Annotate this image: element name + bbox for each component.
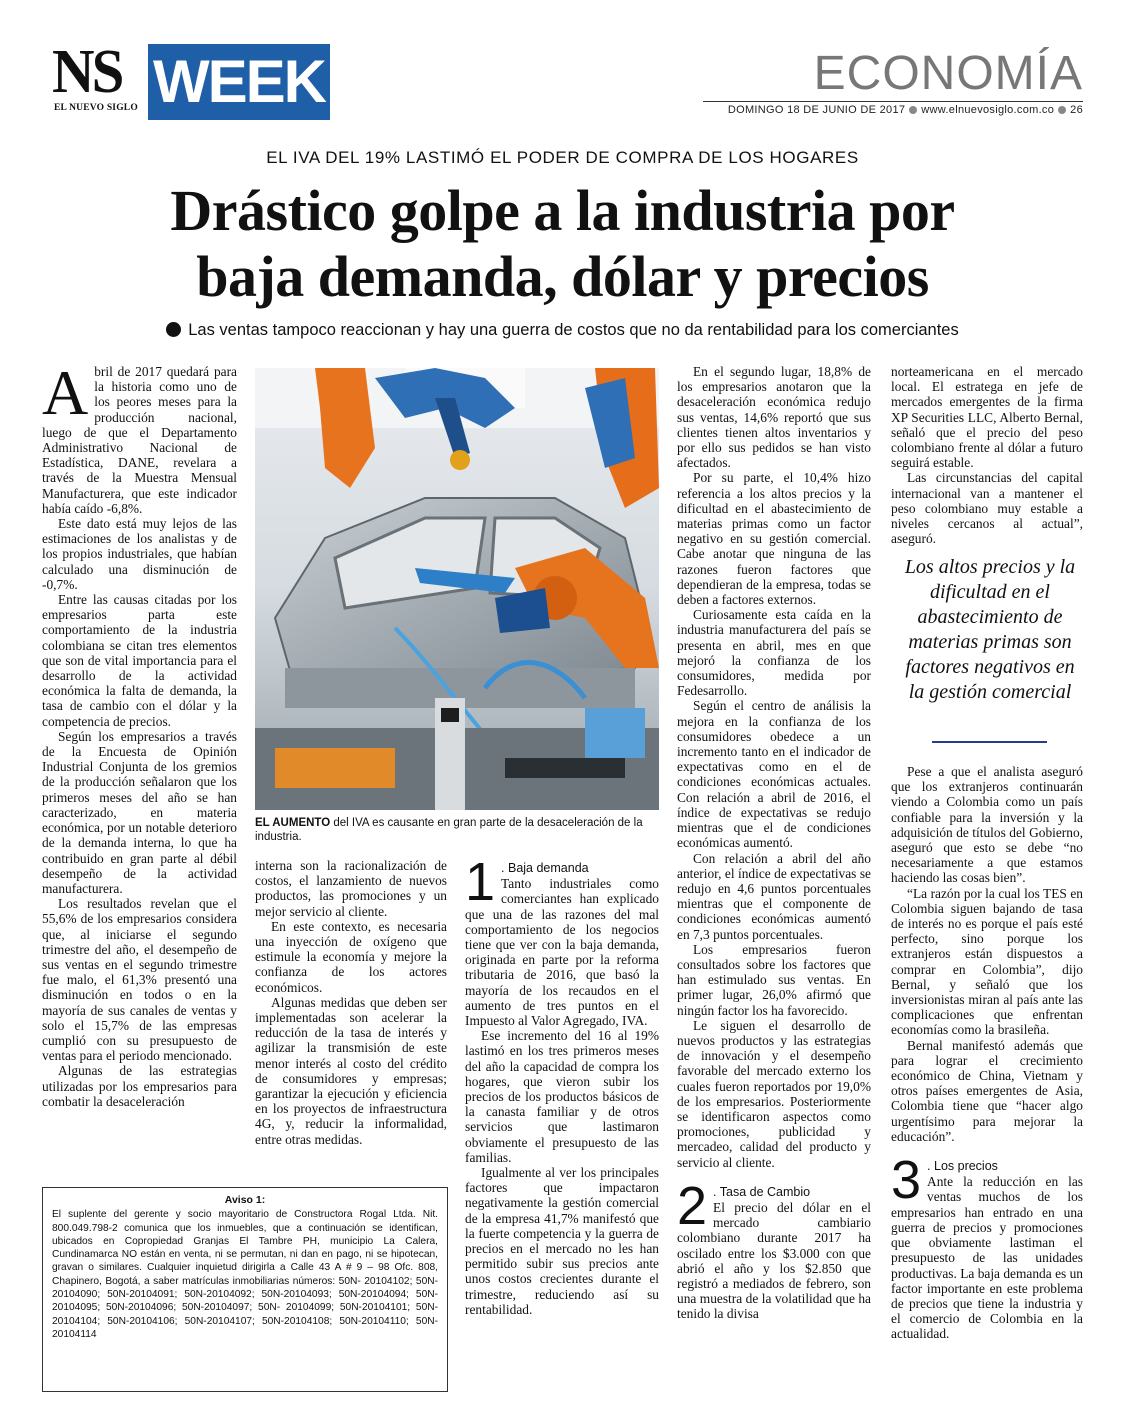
page-number: 26 <box>1070 104 1083 116</box>
site-url[interactable]: www.elnuevosiglo.com.co <box>921 104 1055 116</box>
caption-text: del IVA es causante en gran parte de la desaceleración de la industria. <box>255 817 643 843</box>
subheadline-text: Las ventas tampoco reaccionan y hay una guerra de costos que no da rentabilidad para los comerciantes <box>188 321 959 339</box>
column-5 <box>891 364 1083 546</box>
paragraph: Los empresarios fueron consultados sobre los factores que han estimulado sus ventas. En primer lugar, 26,0% afirmó que ningún factor los ha favorecido. <box>677 941 871 1018</box>
subheadline <box>0 321 1125 340</box>
paragraph: Entre las causas citadas por los empresarios parta este comportamiento de la industria colombiana se citan tres elementos que son de vital importancia para el desarrollo de la actividad económica la falta de demanda, la tasa de cambio con el dólar y la competencia de precios. <box>42 592 237 729</box>
section-3 <box>891 1150 1083 1342</box>
paragraph: Las circunstancias del capital internacional van a mantener el peso colombiano muy estable a niveles cercanos al actual”, aseguró. <box>891 470 1083 547</box>
drop-cap: A <box>42 357 89 428</box>
caption-lead: EL AUMENTO <box>255 817 331 829</box>
paragraph: Este dato está muy lejos de las estimaciones de los analistas y de los propios industriales, que habían calculado una disminución de -0,7%. <box>42 516 237 592</box>
issue-date: DOMINGO 18 DE JUNIO DE 2017 <box>727 104 906 116</box>
section-2 <box>677 1175 871 1322</box>
week-label: WEEK <box>153 48 325 115</box>
column-4 <box>677 364 871 1322</box>
paragraph: norteamericana en el mercado local. El estratega en jefe de mercados emergentes de la firma XP Securities LLC, Alberto Bernal, señaló que el precio del peso colombiano frente al dólar a futuro seguirá estable. <box>891 364 1083 471</box>
column-3 <box>465 852 659 1317</box>
section-1 <box>465 852 659 1029</box>
paragraph: En este contexto, es necesaria una inyección de oxígeno que estimule la economía y mejore la confianza de los actores económicos. <box>255 918 447 995</box>
section-label: . Tasa de Cambio <box>713 1184 811 1199</box>
paragraph: Le siguen el desarrollo de nuevos productos y las estrategias de innovación y el desempeño favorable del mercado externo los cuales fueron reportados por 19,0% de los empresarios. Posteriormente se identificaron aspectos como promociones, publicidad y mercadeo, calidad del producto y servicio al cliente. <box>677 1017 871 1170</box>
paragraph: Según el centro de análisis la mejora en la confianza de los consumidores obedece a un incremento tanto en el indicador de expectativas como en el de condiciones económicas actuales. Con relación a abril de 2016, el índice de expectativas se redujo mientras que el de condiciones económicas aumentó. <box>677 698 871 851</box>
paragraph: interna son la racionalización de costos, el lanzamiento de nuevos productos, las promociones y un mejor servicio al cliente. <box>255 858 447 919</box>
kicker: EL IVA DEL 19% LASTIMÓ EL PODER DE COMPRA DE LOS HOGARES <box>266 148 859 167</box>
paragraph <box>42 357 237 516</box>
article-photo <box>255 368 659 810</box>
section-label: . Los precios <box>927 1159 998 1174</box>
paragraph: Igualmente al ver los principales factores que impactaron negativamente la gestión comercial de la empresa 41,7% manifestó que la fuerte competencia y la guerra de precios en el mercado no les han permitido subir sus precios ante unos costos crecientes durante el trimestre, reduciendo así su rentabilidad. <box>465 1165 659 1317</box>
logo-subtitle: EL NUEVO SIGLO <box>54 103 138 113</box>
paragraph: Curiosamente esta caída en la industria manufacturera del país se presenta en abril, mes en que mejoró la confianza de los consumidores, medida por Fedesarrollo. <box>677 607 871 699</box>
headline-line-2: baja demanda, dólar y precios <box>196 244 929 309</box>
section-number: 1 <box>465 852 496 912</box>
paragraph: Algunas medidas que deben ser implementadas son acelerar la reducción de la tasa de interés y agilizar la transmisión de este menor interés al costo del crédito de consumidores y empresas; garantizar la ejecución y eficiencia en los proyectos de infraestructura 4G, y, reducir la informalidad, entre otras medidas. <box>255 994 447 1147</box>
pull-quote-rule <box>932 741 1047 743</box>
paragraph: Ese incremento del 16 al 19% lastimó en los tres primeros meses del año la capacidad de compra los hogares, que vieron subir los precios de los productos básicos de la canasta familiar y de otros servicios que lastimaron obviamente el presupuesto de las familias. <box>465 1028 659 1165</box>
paragraph: “La razón por la cual los TES en Colombia siguen bajando de tasa de interés no es porque el país esté perfecto, sino porque los extranjeros están dispuestos a comprar en Colombia”, dijo Bernal, y señaló que los inversionistas miran al país ante las complicaciones que enfrentan economías como la brasileña. <box>891 885 1083 1038</box>
paragraph: En el segundo lugar, 18,8% de los empresarios anotaron que la desaceleración económica redujo sus ventas, 14,6% reportó que sus clientes tienen altos inventarios y por ello sus pedidos se han visto afectados. <box>677 364 871 471</box>
column-2 <box>255 858 447 1147</box>
paragraph: Con relación a abril del año anterior, el índice de expectativas se redujo en 4,6 puntos porcentuales mientras que el componente de condiciones económicas aumentó en 7,3 puntos porcentuales. <box>677 850 871 942</box>
paragraph-text: bril de 2017 quedará para la historia como uno de los peores meses para la producción nacional, luego de que el Departamento Administrativo Nacional de Estadística, DANE, revelara a través de la Muestra Mensual Manufacturera, que este indicador había caído -6,8%. <box>42 364 237 516</box>
bullet-icon <box>166 322 181 337</box>
section-number: 3 <box>891 1150 922 1211</box>
paragraph: Algunas de las estrategias utilizadas por los empresarios para combatir la desaceleración <box>42 1063 237 1109</box>
dateline <box>703 104 1083 116</box>
headline-line-1: Drástico golpe a la industria por <box>170 178 955 243</box>
bullet-icon <box>909 106 917 114</box>
notice-body: El suplente del gerente y socio mayoritario de Constructora Rogal Ltda. Nit. 800.049.798-2 comunica que los inmuebles, que a continuación se identifican, ubicados en Copropiedad Granjas El Tambre PH, municipio La Calera, Cundinamarca NO están en venta, ni se permutan, ni dan en pago, ni se hipotecan, gravan o similares. Cualquier inquietud dirigirla a Calle 43 A # 9 – 98 Ofc. 808, Chapinero, Bogotá, a saber matrículas inmobiliarias números: 50N- 20104102; 50N-20104090; 50N-20104091; 50N-20104092; 50N-20104093; 50N-20104094; 50N-20104095; 50N-20104096; 50N-20104097; 50N- 20104099; 50N-20104101; 50N-20104104; 50N-20104106; 50N-20104107; 50N-20104108; 50N-20104110; 50N-20104114 <box>52 1209 438 1340</box>
paragraph: Los resultados revelan que el 55,6% de los empresarios considera que, al iniciarse el segundo trimestre del año, el desempeño de sus ventas en el segundo trimestre fue malo, el 61,3% presentó una disminución en todos o en la mayoría de sus canales de ventas y solo el 15,7% de las empresas cumplió con su presupuesto de ventas para el periodo mencionado. <box>42 896 237 1064</box>
column-5-lower <box>891 764 1083 1342</box>
headline <box>40 178 1085 310</box>
section-label: . Baja demanda <box>501 861 589 875</box>
paragraph: Por su parte, el 10,4% hizo referencia a los altos precios y la dificultad en el abastecimiento de materias primas como un factor negativo en su gestión comercial. Cabe anotar que ninguna de las razones fueron factores que dependieran de la empresa, todas se deben a factores externos. <box>677 470 871 608</box>
header-rule <box>703 101 1083 102</box>
paragraph: Bernal manifestó además que para lograr el crecimiento económico de China, Vietnam y otros países emergentes de Asia, Colombia tiene que “hacer algo urgentísimo para mejorar la educación”. <box>891 1037 1083 1144</box>
pull-quote: Los altos precios y la dificultad en el abastecimiento de materias primas son factores negativos en la gestión comercial <box>904 556 1076 703</box>
paragraph: Según los empresarios a través de la Encuesta de Opinión Industrial Conjunta de los gremios de la producción señalaron que los primeros meses del año se han caracterizado, en materia económica, por un notable deterioro de la demanda interna, lo que ha contribuido en gran parte al débil desempeño de la actividad manufacturera. <box>42 728 237 896</box>
photo-caption <box>255 816 659 844</box>
factory-robot-image <box>255 368 659 810</box>
logo-ns: NS <box>52 38 122 106</box>
paragraph-text: El precio del dólar en el mercado cambiario colombiano durante 2017 ha oscilado entre los $3.000 con que abrió el año y los $2.850 que registró a mediados de febrero, son una muestra de la volatilidad que ha tenido la divisa <box>677 1199 871 1322</box>
paragraph: Pese a que el analista aseguró que los extranjeros continuarán viendo a Colombia como un país confiable para la inversión y la adquisición de títulos del Gobierno, aseguró que esto se debe “no necesariamente a que estamos haciendo las cosas bien”. <box>891 764 1083 886</box>
bullet-icon <box>1058 106 1066 114</box>
paragraph-text: Tanto industriales como comerciantes han explicado que una de las razones del mal comportamiento de los negocios tiene que ver con la baja demanda, originada en parte por la reforma tributaria de 2016, que basó la mayoría de los recaudos en el aumento de tres puntos en el Impuesto al Valor Agregado, IVA. <box>465 876 659 1029</box>
notice-title: Aviso 1: <box>224 1194 266 1206</box>
section-title: ECONOMÍA <box>813 47 1083 100</box>
legal-notice <box>42 1187 448 1392</box>
paragraph-text: Ante la reducción en las ventas muchos de los empresarios han entrado en una guerra de precios y promociones que obviamente lastiman el presupuesto de las unidades productivas. La baja demanda es un factor importante en este problema de precios que tiene la industria y el comercio de Colombia en la actualidad. <box>891 1174 1083 1342</box>
column-1 <box>42 357 237 1109</box>
section-number: 2 <box>677 1175 708 1236</box>
